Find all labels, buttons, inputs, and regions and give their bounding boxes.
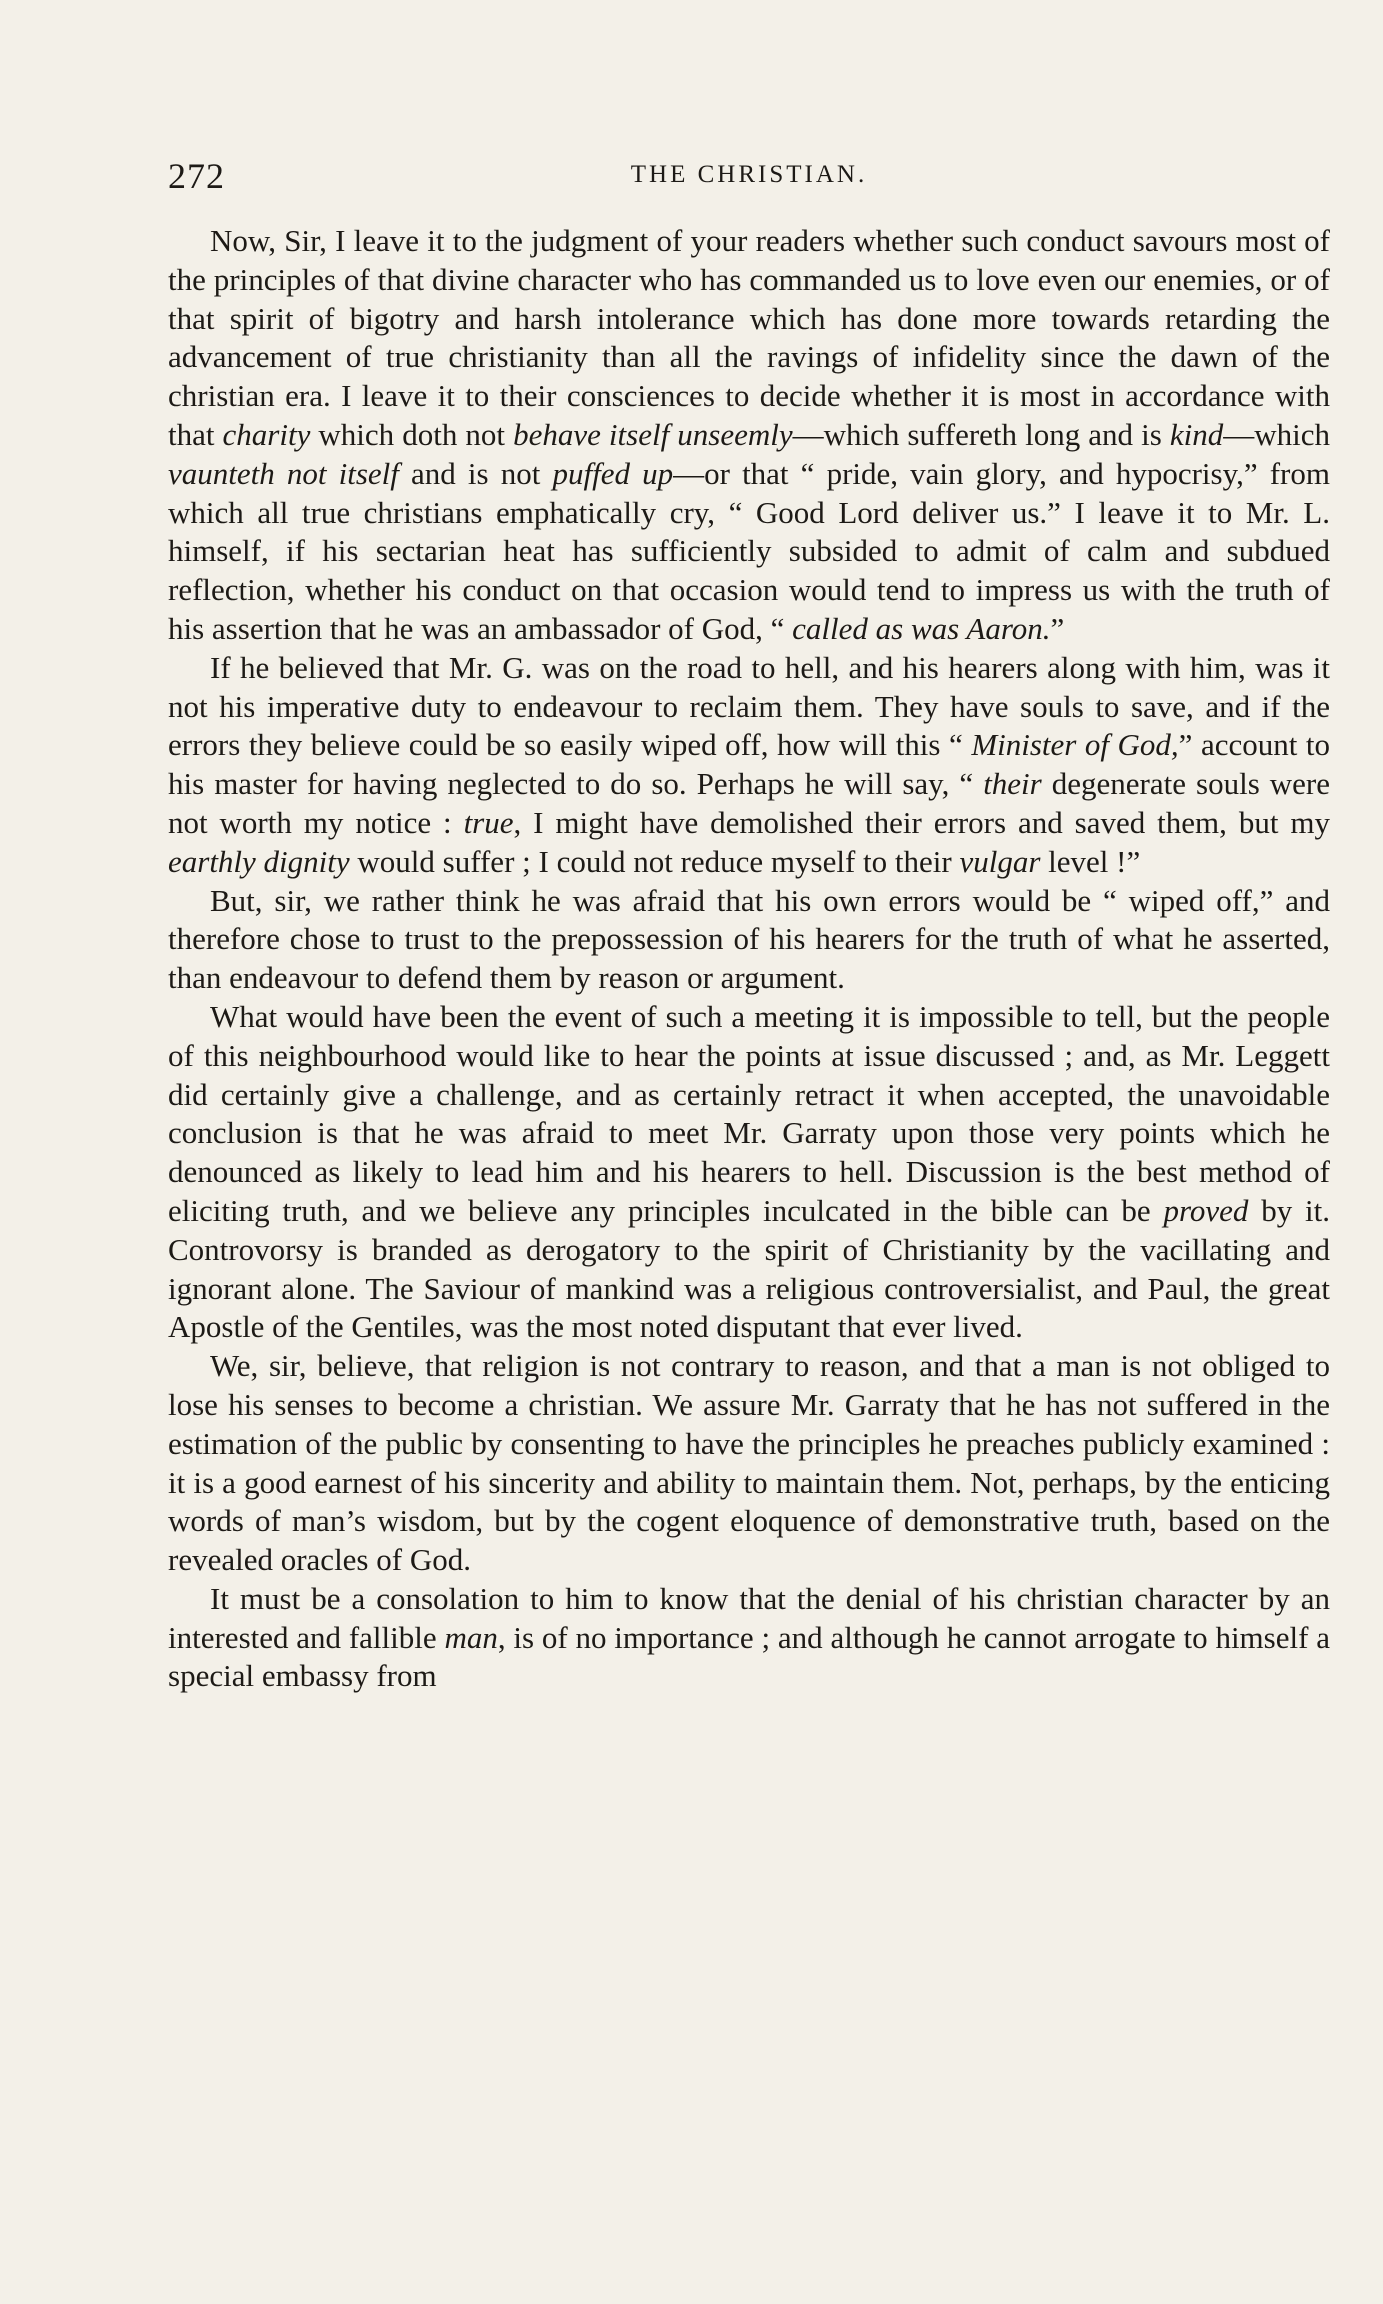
italic-text: earthly dignity [168,843,350,879]
text-run: But, sir, we rather think he was afraid that his own errors would be “ wiped off,” and therefore chose to trust to the prepossession of his hearers for the truth of what he asserted, than endeavour to defend them by reason or argument. [168,882,1330,996]
body-paragraph [168,649,1330,882]
italic-text: called as was Aaron. [792,610,1051,646]
text-run: , is of no importance ; and although he cannot arrogate to himself a special embassy from [168,1619,1330,1694]
text-run: It must be a consolation to him to know that the denial of his christian character by an interested and fallible [168,1580,1330,1655]
text-run: We, sir, believe, that religion is not contrary to reason, and that a man is not obliged to lose his senses to become a christian. We assure Mr. Garraty that he has not suffered in the estimation of the public by consenting to have the principles he preaches publicly examined : it is a good earnest of his sincerity and ability to maintain them. Not, perhaps, by the enticing words of man’s wisdom, but by the cogent eloquence of demonstrative truth, based on the revealed oracles of God. [168,1348,1330,1578]
text-run: degenerate souls were not worth my notice : [168,766,1331,840]
italic-text: proved [1163,1192,1249,1228]
text-run: Now, Sir, I leave it to the judgment of your readers whether such conduct savours most of the principles of that divine character who has commanded us to love even our enemies, or of that spirit of bigotry and harsh intolerance which has done more towards retarding the advancement of true christianity than all the ravings of infidelity since the dawn of the christian era. I leave it to their consciences to decide whether it is most in accordance with that [168,223,1330,452]
italic-text: Minister of God, [971,727,1179,763]
text-run: —or that “ pride, vain glory, and hypocrisy,” from which all true christians emphatically cry, “ Good Lord deliver us.” I leave it to Mr. L. himself, if his sectarian heat has sufficiently subsided to admit of calm and subdued reflection, whether his conduct on that occasion would tend to impress us with the truth of his assertion that he was an ambassador of God, “ [168,455,1330,646]
body-paragraph [168,882,1330,998]
text-run: —which [1223,416,1330,452]
running-head: THE CHRISTIAN. [630,161,868,188]
body-paragraph [168,998,1330,1347]
italic-text: man [444,1619,498,1655]
body-paragraph [168,1580,1330,1696]
italic-text: kind [1169,416,1224,452]
text-run: would suffer ; I could not reduce myself to their [349,843,960,879]
text-run: level !” [1040,843,1141,879]
italic-text: vaunteth not itself [168,455,399,491]
italic-text: their [983,766,1042,802]
body-paragraph [168,222,1330,649]
page-header [168,155,1330,201]
text-run: which doth not [310,416,514,452]
text-run: and is not [398,455,553,491]
italic-text: vulgar [959,843,1041,879]
text-run: ” account to his master for having neglected to do so. Perhaps he will say, “ [168,727,1330,802]
italic-text: charity [222,416,311,452]
text-run: ” [1050,610,1065,646]
body-paragraph [168,1347,1330,1580]
body-text [168,222,1330,1696]
text-run: , I might have demolished their errors and saved them, but my [513,804,1330,840]
text-run: by it. Controvorsy is branded as derogatory to the spirit of Christianity by the vacillating and ignorant alone. The Saviour of mankind was a religious controversialist, and Paul, the great Apostle of the Gentiles, was the most noted disputant that ever lived. [168,1192,1330,1345]
page-number: 272 [168,156,225,196]
italic-text: behave itself unseemly [513,416,793,452]
text-run: What would have been the event of such a meeting it is impossible to tell, but the people of this neighbourhood would like to hear the points at issue discussed ; and, as Mr. Leggett did certainly give a challenge, and as certainly retract it when accepted, the unavoidable conclusion is that he was afraid to meet Mr. Garraty upon those very points which he denounced as likely to lead him and his hearers to hell. Discussion is the best method of eliciting truth, and we believe any principles inculcated in the bible can be [168,998,1330,1228]
italic-text: puffed up [552,455,674,491]
italic-text: true [463,804,514,840]
text-run: —which suffereth long and is [792,416,1170,452]
text-run: If he believed that Mr. G. was on the road to hell, and his hearers along with him, was it not his imperative duty to endeavour to reclaim them. They have souls to save, and if the errors they believe could be so easily wiped off, how will this “ [168,649,1330,763]
